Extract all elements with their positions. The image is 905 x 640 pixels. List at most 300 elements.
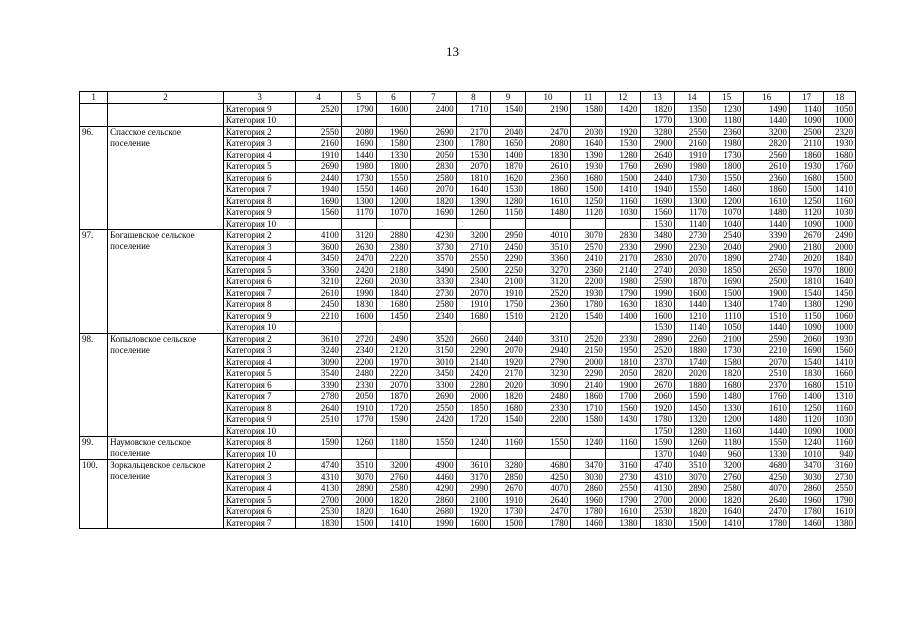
value-cell: 2170 [605, 253, 640, 265]
value-cell: 1550 [376, 172, 411, 184]
value-cell: 2490 [376, 333, 411, 345]
value-cell: 1410 [605, 184, 640, 196]
value-cell: 2070 [491, 345, 526, 357]
value-cell: 1660 [824, 368, 856, 380]
value-cell: 2640 [296, 402, 341, 414]
value-cell: 1790 [605, 287, 640, 299]
value-cell: 1500 [824, 172, 856, 184]
value-cell: 1830 [296, 517, 341, 529]
value-cell: 3510 [341, 460, 376, 472]
value-cell: 1680 [789, 379, 824, 391]
category-cell: Категория 6 [223, 379, 296, 391]
value-cell: 1510 [824, 379, 856, 391]
value-cell: 1410 [824, 356, 856, 368]
value-cell: 1780 [744, 517, 789, 529]
value-cell: 1780 [789, 506, 824, 518]
value-cell [411, 322, 456, 334]
value-cell: 2050 [341, 391, 376, 403]
value-cell: 4230 [411, 230, 456, 242]
value-cell: 2360 [744, 172, 789, 184]
value-cell: 1330 [709, 402, 744, 414]
value-cell: 1830 [789, 368, 824, 380]
value-cell [296, 322, 341, 334]
value-cell [296, 448, 341, 460]
value-cell: 3090 [525, 379, 570, 391]
value-cell [571, 425, 606, 437]
value-cell: 2030 [376, 276, 411, 288]
value-cell: 1090 [789, 322, 824, 334]
value-cell: 1830 [525, 149, 570, 161]
value-cell: 1920 [605, 126, 640, 138]
value-cell: 3470 [571, 460, 606, 472]
value-cell: 2890 [640, 333, 675, 345]
value-cell: 1240 [571, 437, 606, 449]
value-cell: 2730 [411, 287, 456, 299]
value-cell: 1310 [824, 391, 856, 403]
value-cell: 2590 [640, 276, 675, 288]
value-cell: 1480 [709, 391, 744, 403]
value-cell: 1090 [789, 218, 824, 230]
value-cell: 2690 [411, 391, 456, 403]
value-cell: 3240 [296, 345, 341, 357]
value-cell: 3510 [675, 460, 710, 472]
value-cell: 1910 [491, 287, 526, 299]
value-cell: 2950 [491, 230, 526, 242]
settlement-number: 96. [80, 126, 108, 230]
settlement-name [108, 103, 224, 126]
value-cell: 3520 [411, 333, 456, 345]
value-cell: 2290 [456, 345, 491, 357]
category-cell: Категория 9 [223, 414, 296, 426]
value-cell: 3210 [296, 276, 341, 288]
value-cell: 2410 [571, 253, 606, 265]
value-cell: 2160 [675, 138, 710, 150]
value-cell: 1480 [744, 414, 789, 426]
value-cell: 1960 [376, 126, 411, 138]
value-cell: 2120 [376, 345, 411, 357]
value-cell: 2670 [789, 230, 824, 242]
value-cell: 2470 [341, 253, 376, 265]
value-cell: 1780 [571, 299, 606, 311]
category-cell: Категория 8 [223, 195, 296, 207]
value-cell: 4680 [744, 460, 789, 472]
value-cell: 1880 [675, 379, 710, 391]
column-header: 10 [525, 92, 570, 104]
value-cell [525, 425, 570, 437]
category-cell: Категория 8 [223, 299, 296, 311]
value-cell: 1440 [744, 218, 789, 230]
value-cell: 2140 [456, 356, 491, 368]
settlement-number: 100. [80, 460, 108, 529]
value-cell [411, 218, 456, 230]
table-row [80, 460, 856, 472]
value-cell: 1150 [789, 310, 824, 322]
value-cell: 1980 [341, 161, 376, 173]
value-cell: 1530 [456, 149, 491, 161]
value-cell: 1710 [456, 103, 491, 115]
value-cell: 1140 [675, 218, 710, 230]
value-cell: 2630 [341, 241, 376, 253]
value-cell: 1640 [376, 506, 411, 518]
value-cell: 1680 [789, 172, 824, 184]
settlement-number: 99. [80, 437, 108, 460]
value-cell: 1830 [640, 517, 675, 529]
value-cell: 2500 [456, 264, 491, 276]
column-header: 14 [675, 92, 710, 104]
table-row [80, 126, 856, 138]
value-cell: 1720 [376, 402, 411, 414]
value-cell: 2590 [744, 333, 789, 345]
value-cell: 1940 [296, 184, 341, 196]
value-cell: 2760 [709, 471, 744, 483]
value-cell: 1800 [376, 161, 411, 173]
value-cell [341, 218, 376, 230]
value-cell: 1910 [491, 494, 526, 506]
value-cell: 3030 [571, 471, 606, 483]
value-cell: 2340 [456, 276, 491, 288]
value-cell: 2830 [411, 161, 456, 173]
value-cell: 2200 [571, 276, 606, 288]
category-cell: Категория 4 [223, 253, 296, 265]
value-cell: 1430 [605, 414, 640, 426]
value-cell: 1500 [605, 172, 640, 184]
value-cell: 2070 [411, 184, 456, 196]
value-cell: 1860 [525, 184, 570, 196]
value-cell: 1180 [709, 437, 744, 449]
value-cell: 1920 [491, 356, 526, 368]
value-cell: 2830 [605, 230, 640, 242]
value-cell: 2550 [296, 126, 341, 138]
category-cell: Категория 7 [223, 287, 296, 299]
value-cell: 1910 [341, 402, 376, 414]
value-cell: 2020 [491, 379, 526, 391]
value-cell: 1640 [456, 184, 491, 196]
value-cell: 2480 [341, 368, 376, 380]
value-cell: 2260 [341, 276, 376, 288]
value-cell: 2440 [491, 333, 526, 345]
value-cell: 1400 [605, 310, 640, 322]
value-cell: 1530 [491, 184, 526, 196]
value-cell: 1770 [341, 414, 376, 426]
value-cell: 1510 [491, 310, 526, 322]
value-cell: 1680 [376, 299, 411, 311]
value-cell: 1280 [491, 195, 526, 207]
value-cell: 3280 [640, 126, 675, 138]
column-header: 12 [605, 92, 640, 104]
table-row [80, 333, 856, 345]
value-cell: 2370 [744, 379, 789, 391]
value-cell: 1410 [824, 184, 856, 196]
value-cell: 1560 [824, 345, 856, 357]
value-cell: 1440 [744, 425, 789, 437]
category-cell: Категория 10 [223, 322, 296, 334]
value-cell: 2340 [411, 310, 456, 322]
value-cell [491, 115, 526, 127]
value-cell: 1610 [744, 402, 789, 414]
value-cell: 1620 [491, 172, 526, 184]
value-cell: 1970 [789, 264, 824, 276]
value-cell [571, 115, 606, 127]
value-cell: 1060 [824, 310, 856, 322]
value-cell: 1600 [675, 287, 710, 299]
value-cell: 1390 [571, 149, 606, 161]
value-cell: 2990 [640, 241, 675, 253]
column-header: 16 [744, 92, 789, 104]
value-cell: 2550 [824, 483, 856, 495]
category-cell: Категория 8 [223, 402, 296, 414]
value-cell: 3570 [411, 253, 456, 265]
value-cell: 1680 [709, 379, 744, 391]
value-cell: 1820 [491, 391, 526, 403]
category-cell: Категория 2 [223, 460, 296, 472]
category-cell: Категория 6 [223, 276, 296, 288]
category-cell: Категория 9 [223, 207, 296, 219]
value-cell: 2340 [341, 345, 376, 357]
value-cell: 2820 [744, 138, 789, 150]
value-cell: 2570 [571, 241, 606, 253]
value-cell: 1900 [744, 287, 789, 299]
value-cell: 1830 [640, 299, 675, 311]
value-cell: 2850 [491, 471, 526, 483]
value-cell: 1690 [411, 207, 456, 219]
settlement-name: Спасское сельское поселение [108, 126, 224, 230]
value-cell: 1250 [789, 195, 824, 207]
value-cell: 2640 [525, 494, 570, 506]
value-cell: 2500 [744, 276, 789, 288]
value-cell: 1460 [789, 517, 824, 529]
value-cell: 1610 [824, 506, 856, 518]
value-cell: 2820 [640, 368, 675, 380]
column-header: 9 [491, 92, 526, 104]
value-cell: 1530 [640, 322, 675, 334]
value-cell [456, 448, 491, 460]
value-cell: 1930 [824, 333, 856, 345]
value-cell: 1540 [789, 356, 824, 368]
value-cell: 1980 [675, 161, 710, 173]
category-cell: Категория 10 [223, 425, 296, 437]
category-cell: Категория 9 [223, 310, 296, 322]
value-cell: 1640 [571, 138, 606, 150]
value-cell [341, 425, 376, 437]
value-cell [341, 115, 376, 127]
value-cell: 1890 [709, 253, 744, 265]
value-cell: 2690 [640, 161, 675, 173]
value-cell: 3230 [525, 368, 570, 380]
value-cell: 1930 [789, 161, 824, 173]
value-cell: 3010 [411, 356, 456, 368]
value-cell [296, 425, 341, 437]
value-cell: 3490 [411, 264, 456, 276]
value-cell [605, 425, 640, 437]
column-header: 17 [789, 92, 824, 104]
value-cell: 1780 [640, 414, 675, 426]
category-cell: Категория 2 [223, 126, 296, 138]
value-cell: 1170 [341, 207, 376, 219]
value-cell: 1030 [605, 207, 640, 219]
value-cell: 3610 [456, 460, 491, 472]
value-cell: 3310 [525, 333, 570, 345]
value-cell: 1200 [709, 414, 744, 426]
value-cell: 2040 [491, 126, 526, 138]
value-cell [491, 425, 526, 437]
value-cell: 1600 [640, 310, 675, 322]
value-cell: 3470 [789, 460, 824, 472]
value-cell: 1440 [744, 115, 789, 127]
settlement-name: Зоркальцевское сельское поселение [108, 460, 224, 529]
value-cell: 2060 [640, 391, 675, 403]
value-cell: 2320 [824, 126, 856, 138]
value-cell: 1590 [296, 437, 341, 449]
value-cell: 1750 [491, 299, 526, 311]
value-cell: 2210 [744, 345, 789, 357]
value-cell: 1300 [675, 115, 710, 127]
value-cell: 1680 [456, 310, 491, 322]
value-cell: 2890 [341, 483, 376, 495]
category-cell: Категория 2 [223, 333, 296, 345]
value-cell: 2000 [341, 494, 376, 506]
value-cell: 1990 [341, 287, 376, 299]
value-cell: 1500 [675, 517, 710, 529]
column-header: 7 [411, 92, 456, 104]
value-cell: 2330 [341, 379, 376, 391]
column-header: 6 [376, 92, 411, 104]
value-cell: 1410 [709, 517, 744, 529]
value-cell: 1550 [709, 172, 744, 184]
value-cell: 1780 [571, 506, 606, 518]
value-cell: 1250 [789, 402, 824, 414]
value-cell: 4070 [525, 483, 570, 495]
value-cell: 1840 [376, 287, 411, 299]
value-cell: 1240 [789, 437, 824, 449]
value-cell: 2220 [376, 368, 411, 380]
value-cell: 2420 [456, 368, 491, 380]
value-cell: 1730 [675, 172, 710, 184]
settlement-name: Богашевское сельское поселение [108, 230, 224, 334]
value-cell: 1540 [571, 310, 606, 322]
value-cell: 2740 [744, 253, 789, 265]
value-cell: 1450 [376, 310, 411, 322]
value-cell: 2280 [456, 379, 491, 391]
value-cell [341, 448, 376, 460]
value-cell: 1910 [675, 149, 710, 161]
value-cell: 3070 [341, 471, 376, 483]
value-cell: 1690 [789, 345, 824, 357]
value-cell: 2520 [571, 333, 606, 345]
value-cell: 1720 [456, 414, 491, 426]
value-cell: 1070 [709, 207, 744, 219]
column-header: 5 [341, 92, 376, 104]
value-cell: 1780 [456, 138, 491, 150]
value-cell: 1970 [376, 356, 411, 368]
value-cell: 1090 [789, 115, 824, 127]
value-cell: 2780 [296, 391, 341, 403]
value-cell: 1740 [744, 299, 789, 311]
value-cell: 1850 [709, 264, 744, 276]
value-cell: 1690 [640, 195, 675, 207]
value-cell: 1600 [456, 517, 491, 529]
value-cell: 4130 [640, 483, 675, 495]
value-cell: 2670 [491, 483, 526, 495]
table-row [80, 103, 856, 115]
category-cell: Категория 9 [223, 103, 296, 115]
value-cell: 1160 [605, 437, 640, 449]
value-cell: 1120 [789, 414, 824, 426]
value-cell: 1580 [376, 138, 411, 150]
value-cell: 1040 [709, 218, 744, 230]
value-cell: 4130 [296, 483, 341, 495]
value-cell: 1160 [824, 437, 856, 449]
column-header: 13 [640, 92, 675, 104]
value-cell: 1230 [709, 103, 744, 115]
value-cell: 1560 [605, 402, 640, 414]
value-cell: 1200 [709, 195, 744, 207]
value-cell: 1810 [789, 276, 824, 288]
value-cell: 1160 [491, 437, 526, 449]
settlement-number: 97. [80, 230, 108, 334]
value-cell: 3270 [525, 264, 570, 276]
value-cell: 1510 [744, 310, 789, 322]
value-cell: 1800 [824, 264, 856, 276]
value-cell: 1820 [709, 368, 744, 380]
value-cell: 1760 [605, 161, 640, 173]
value-cell: 1540 [789, 287, 824, 299]
column-header: 2 [108, 92, 224, 104]
value-cell [376, 448, 411, 460]
value-cell: 2160 [296, 138, 341, 150]
value-cell: 1870 [376, 391, 411, 403]
value-cell: 2170 [456, 126, 491, 138]
value-cell: 2580 [376, 483, 411, 495]
value-cell: 2490 [824, 230, 856, 242]
value-cell: 2530 [296, 506, 341, 518]
value-cell: 1530 [640, 218, 675, 230]
value-cell: 1730 [341, 172, 376, 184]
value-cell: 4070 [744, 483, 789, 495]
value-cell: 1440 [744, 322, 789, 334]
category-cell: Категория 4 [223, 483, 296, 495]
value-cell: 2990 [456, 483, 491, 495]
value-cell: 4740 [640, 460, 675, 472]
value-cell: 2030 [675, 264, 710, 276]
value-cell: 1380 [605, 517, 640, 529]
value-cell [296, 115, 341, 127]
value-cell: 1490 [744, 103, 789, 115]
value-cell: 1330 [744, 448, 789, 460]
category-cell: Категория 2 [223, 230, 296, 242]
value-cell: 1930 [824, 138, 856, 150]
value-cell: 1740 [675, 356, 710, 368]
value-cell: 4900 [411, 460, 456, 472]
value-cell [376, 115, 411, 127]
value-cell: 2100 [709, 333, 744, 345]
value-cell: 2360 [709, 126, 744, 138]
value-cell: 1260 [341, 437, 376, 449]
value-cell: 3390 [744, 230, 789, 242]
value-cell: 1800 [709, 161, 744, 173]
column-header: 11 [571, 92, 606, 104]
column-header: 8 [456, 92, 491, 104]
value-cell: 2000 [571, 356, 606, 368]
value-cell: 2560 [744, 149, 789, 161]
value-cell: 1440 [341, 149, 376, 161]
value-cell: 1580 [571, 103, 606, 115]
value-cell: 1030 [824, 414, 856, 426]
value-cell: 1820 [341, 506, 376, 518]
value-cell: 2360 [525, 172, 570, 184]
value-cell [571, 448, 606, 460]
value-cell [605, 218, 640, 230]
value-cell: 2000 [675, 494, 710, 506]
